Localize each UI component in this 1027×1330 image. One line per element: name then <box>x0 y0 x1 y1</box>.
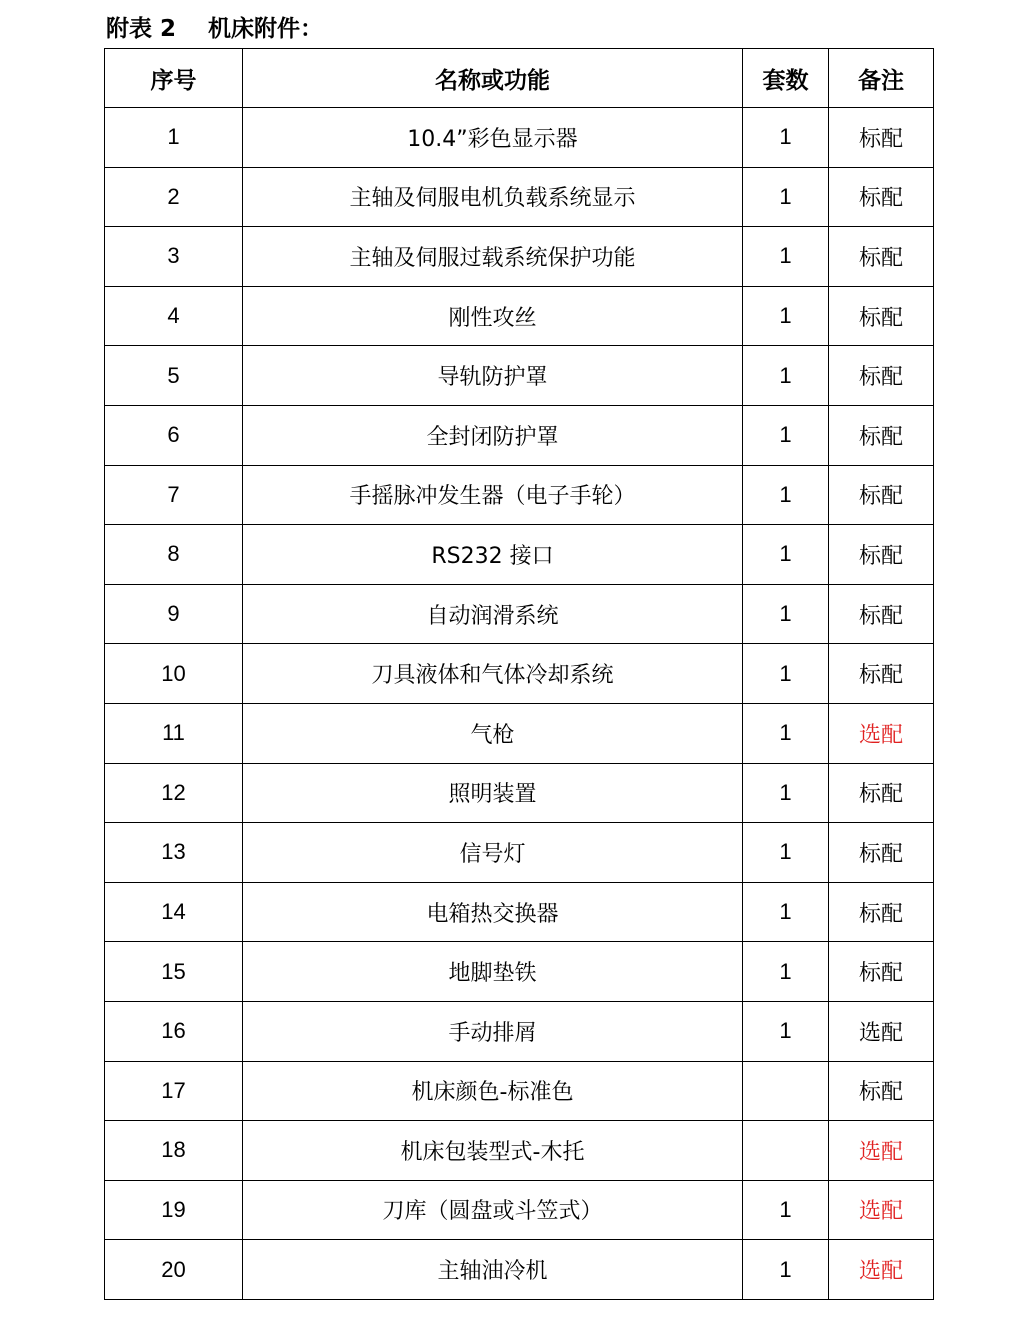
row-index: 16 <box>105 1001 243 1061</box>
row-name: 主轴及伺服电机负载系统显示 <box>243 167 743 227</box>
row-index: 1 <box>105 108 243 168</box>
row-sets: 1 <box>743 525 829 585</box>
row-name: RS232 接口 <box>243 525 743 585</box>
row-index: 19 <box>105 1180 243 1240</box>
table-row <box>105 823 934 883</box>
table-row <box>105 108 934 168</box>
table-header-row <box>105 49 934 108</box>
row-name: 主轴油冷机 <box>243 1240 743 1300</box>
row-note: 标配 <box>829 108 934 168</box>
table-row <box>105 942 934 1002</box>
row-name: 刀库（圆盘或斗笠式） <box>243 1180 743 1240</box>
row-name: 主轴及伺服过载系统保护功能 <box>243 227 743 287</box>
row-index: 15 <box>105 942 243 1002</box>
row-name: 导轨防护罩 <box>243 346 743 406</box>
row-index: 18 <box>105 1121 243 1181</box>
table-row <box>105 1180 934 1240</box>
row-sets: 1 <box>743 346 829 406</box>
header-name: 名称或功能 <box>243 49 743 108</box>
table-row <box>105 644 934 704</box>
row-sets: 1 <box>743 405 829 465</box>
row-note: 选配 <box>829 703 934 763</box>
row-note: 标配 <box>829 763 934 823</box>
table-row <box>105 1121 934 1181</box>
row-note: 选配 <box>829 1121 934 1181</box>
row-sets: 1 <box>743 286 829 346</box>
row-index: 7 <box>105 465 243 525</box>
row-index: 9 <box>105 584 243 644</box>
table-row <box>105 882 934 942</box>
row-note: 标配 <box>829 227 934 287</box>
table-row <box>105 405 934 465</box>
row-note: 标配 <box>829 823 934 883</box>
row-name: 机床包装型式-木托 <box>243 1121 743 1181</box>
row-sets: 1 <box>743 584 829 644</box>
row-sets <box>743 1121 829 1181</box>
row-sets: 1 <box>743 644 829 704</box>
row-note: 选配 <box>829 1180 934 1240</box>
row-index: 14 <box>105 882 243 942</box>
row-note: 标配 <box>829 1061 934 1121</box>
row-index: 12 <box>105 763 243 823</box>
row-index: 17 <box>105 1061 243 1121</box>
row-name: 机床颜色-标准色 <box>243 1061 743 1121</box>
row-index: 20 <box>105 1240 243 1300</box>
row-note: 选配 <box>829 1001 934 1061</box>
row-index: 5 <box>105 346 243 406</box>
table-row <box>105 763 934 823</box>
row-sets: 1 <box>743 942 829 1002</box>
row-name: 电箱热交换器 <box>243 882 743 942</box>
row-note: 标配 <box>829 644 934 704</box>
row-name: 气枪 <box>243 703 743 763</box>
row-note: 标配 <box>829 942 934 1002</box>
row-name: 手摇脉冲发生器（电子手轮） <box>243 465 743 525</box>
row-index: 3 <box>105 227 243 287</box>
row-note: 标配 <box>829 465 934 525</box>
row-name: 手动排屑 <box>243 1001 743 1061</box>
table-row <box>105 525 934 585</box>
row-sets: 1 <box>743 227 829 287</box>
row-name: 全封闭防护罩 <box>243 405 743 465</box>
row-note: 选配 <box>829 1240 934 1300</box>
row-index: 13 <box>105 823 243 883</box>
table-row <box>105 227 934 287</box>
row-index: 8 <box>105 525 243 585</box>
row-name: 照明装置 <box>243 763 743 823</box>
document-title: 附表 2 机床附件： <box>106 16 324 42</box>
header-note: 备注 <box>829 49 934 108</box>
row-index: 10 <box>105 644 243 704</box>
table-body <box>105 108 934 1300</box>
row-sets: 1 <box>743 763 829 823</box>
accessories-table <box>104 48 934 1300</box>
header-index: 序号 <box>105 49 243 108</box>
row-sets: 1 <box>743 108 829 168</box>
row-sets: 1 <box>743 703 829 763</box>
row-sets: 1 <box>743 465 829 525</box>
table-row <box>105 465 934 525</box>
row-note: 标配 <box>829 167 934 227</box>
row-name: 10.4”彩色显示器 <box>243 108 743 168</box>
row-name: 自动润滑系统 <box>243 584 743 644</box>
table-row <box>105 1001 934 1061</box>
header-sets: 套数 <box>743 49 829 108</box>
row-note: 标配 <box>829 584 934 644</box>
table-row <box>105 286 934 346</box>
row-sets: 1 <box>743 1001 829 1061</box>
row-note: 标配 <box>829 882 934 942</box>
row-index: 6 <box>105 405 243 465</box>
row-note: 标配 <box>829 346 934 406</box>
row-name: 刀具液体和气体冷却系统 <box>243 644 743 704</box>
row-note: 标配 <box>829 405 934 465</box>
row-sets <box>743 1061 829 1121</box>
table-row <box>105 167 934 227</box>
row-sets: 1 <box>743 882 829 942</box>
row-index: 2 <box>105 167 243 227</box>
row-name: 地脚垫铁 <box>243 942 743 1002</box>
row-name: 信号灯 <box>243 823 743 883</box>
table-row <box>105 1061 934 1121</box>
row-index: 4 <box>105 286 243 346</box>
row-note: 标配 <box>829 525 934 585</box>
row-sets: 1 <box>743 1240 829 1300</box>
row-note: 标配 <box>829 286 934 346</box>
table-row <box>105 1240 934 1300</box>
row-name: 刚性攻丝 <box>243 286 743 346</box>
row-sets: 1 <box>743 1180 829 1240</box>
row-sets: 1 <box>743 167 829 227</box>
table-row <box>105 584 934 644</box>
row-sets: 1 <box>743 823 829 883</box>
row-index: 11 <box>105 703 243 763</box>
table-row <box>105 346 934 406</box>
table-row <box>105 703 934 763</box>
